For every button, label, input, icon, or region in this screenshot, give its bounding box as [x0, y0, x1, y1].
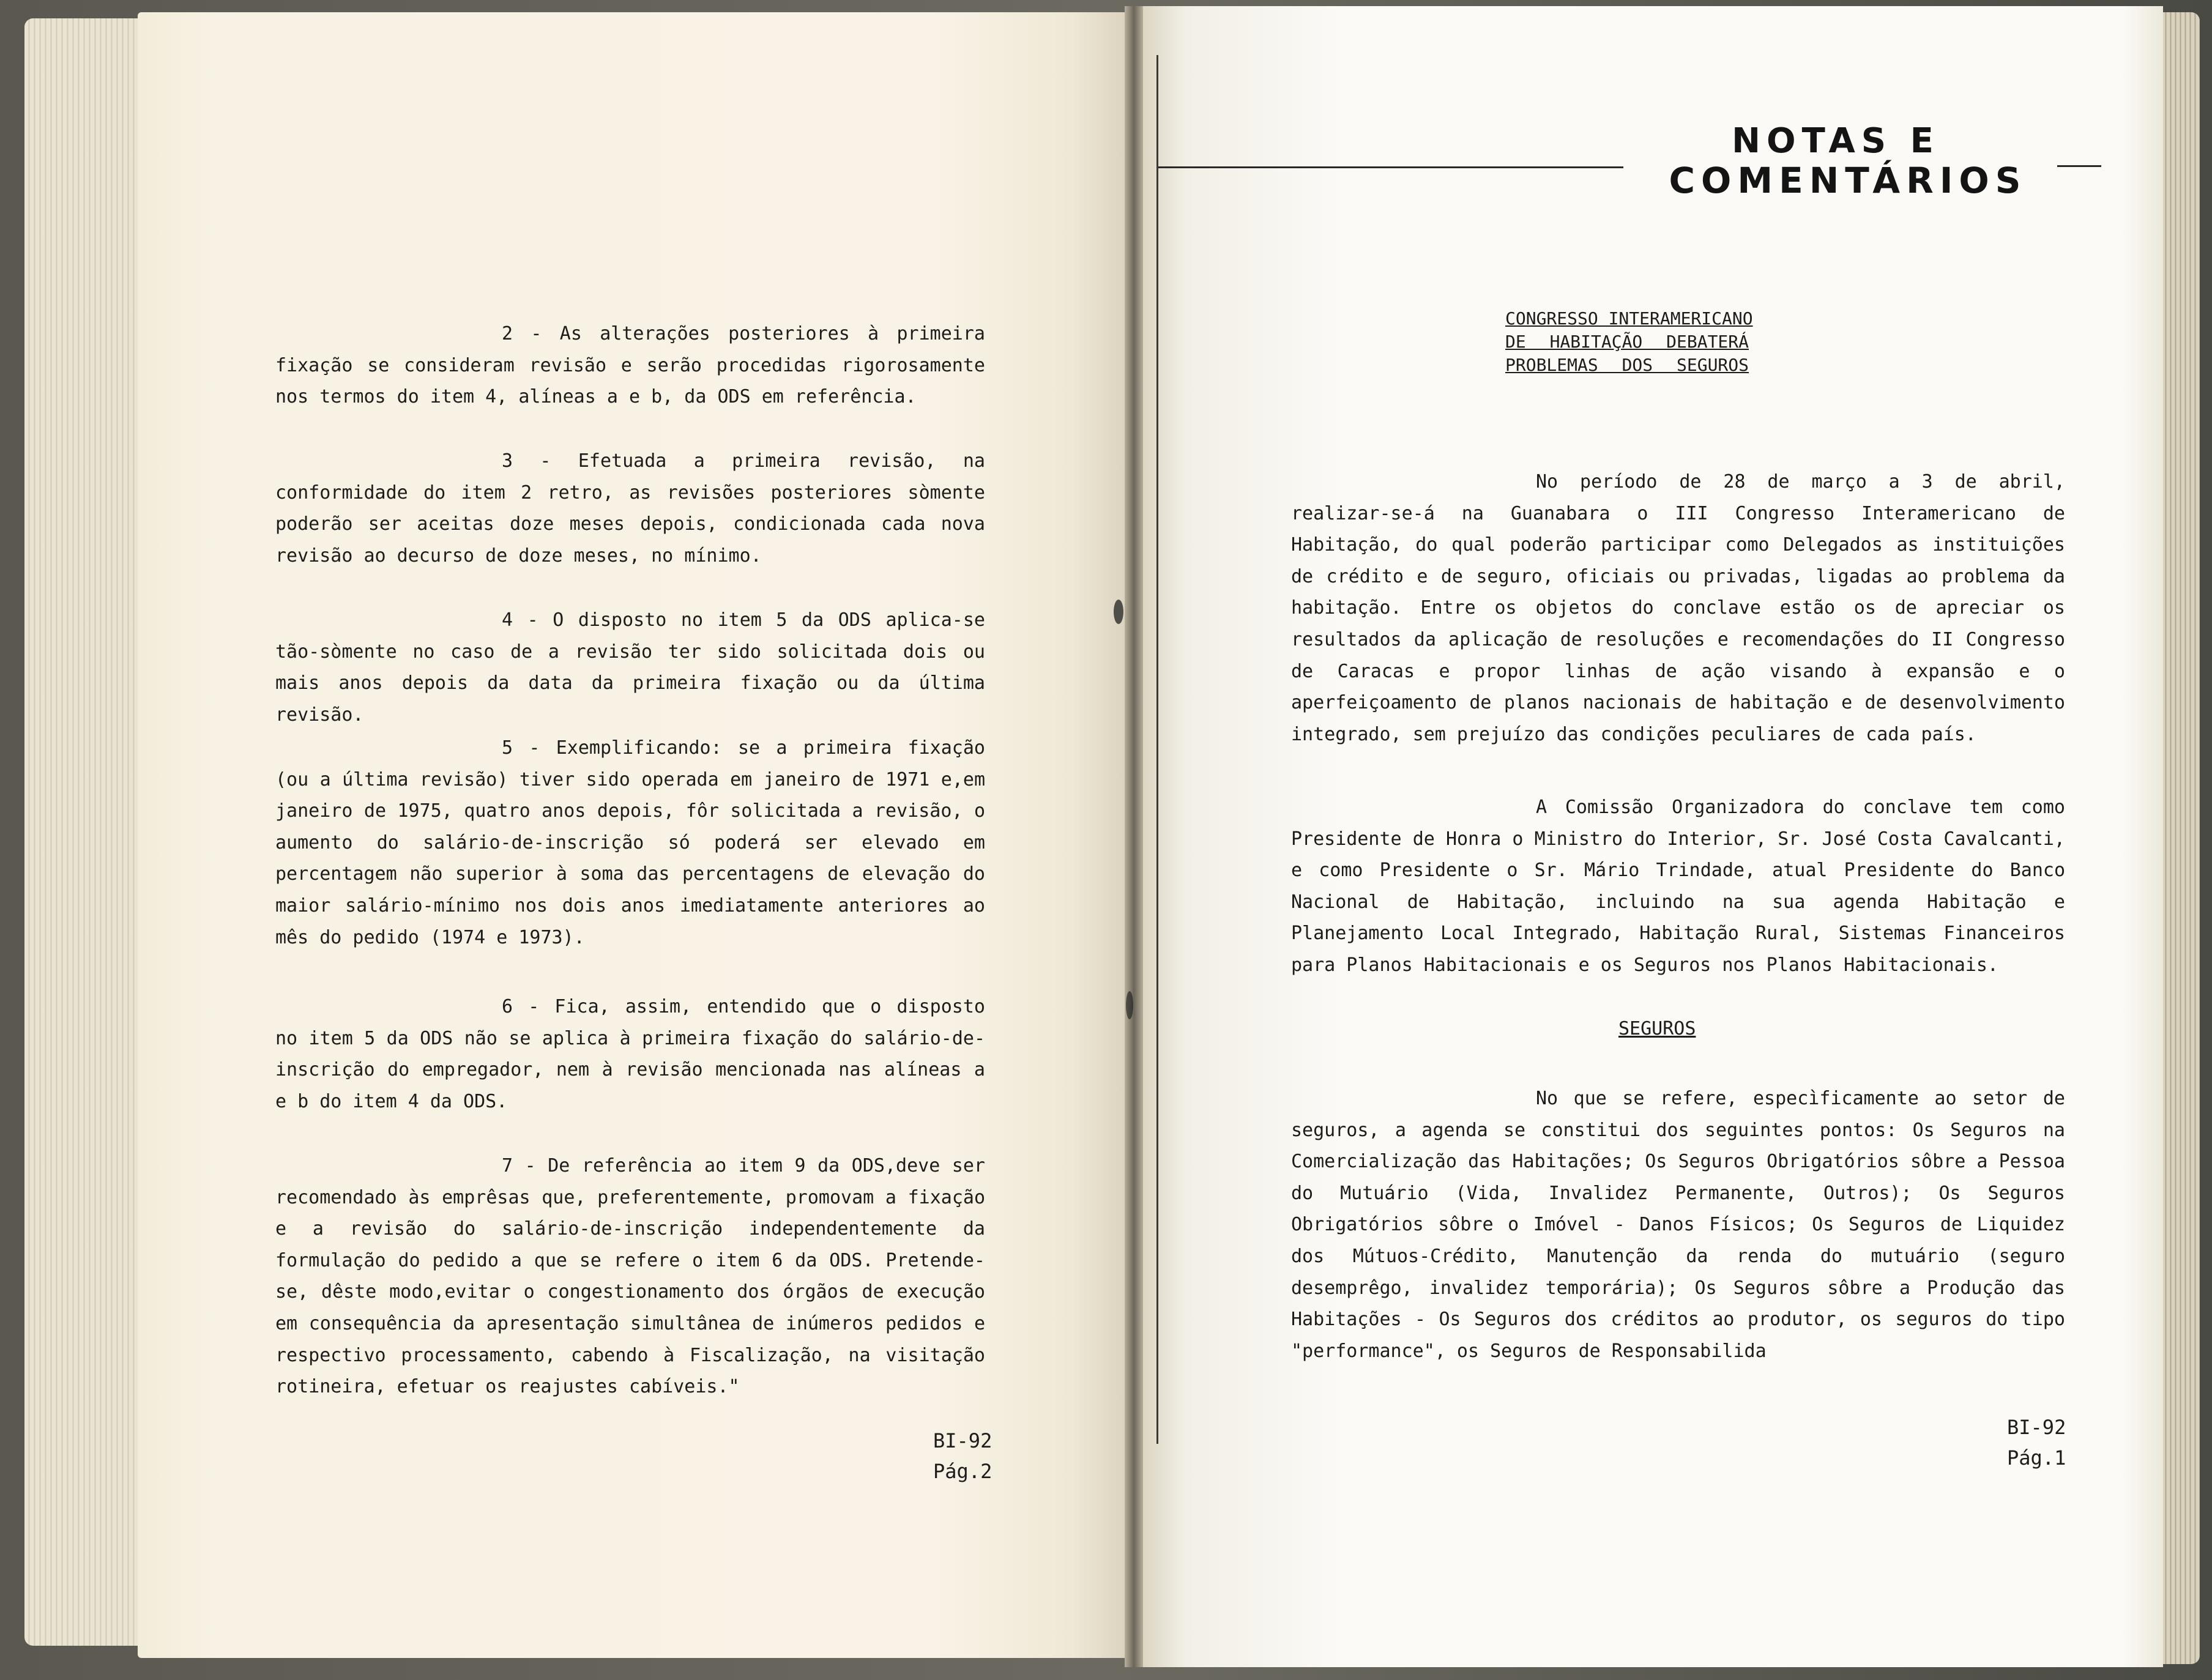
subheading-seguros: SEGUROS [1618, 1018, 1696, 1039]
headline-line-2: DE HABITAÇÃO DEBATERÁ [1505, 332, 1749, 352]
left-page-code: BI-92 [933, 1429, 992, 1452]
right-margin-rule [1156, 55, 1158, 1444]
binding-mark [1114, 600, 1123, 624]
left-paragraph-5: 5 - Exemplificando: se a primeira fixação (ou a última revisão) tiver sido operada em janeiro de 1971 e,em janeiro de 1975, quatro anos depois, fôr solicitada a revisão, o aumento do salário-de-inscrição só poderá ser elevado em percentagem não superior à soma das percentagens de elevação do maior salário-mínimo nos dois anos imediatamente anteriores ao mês do pedido (1974 e 1973). [275, 737, 985, 948]
right-page-edges [2157, 12, 2200, 1664]
left-paragraph-2: 2 - As alterações posteriores à primeira fixação se consideram revisão e serão procedidas rigorosamente nos termos do item 4, alíneas a e b, da ODS em referência. [275, 323, 985, 408]
article-headline [1505, 307, 1799, 377]
left-page-edges [24, 18, 147, 1646]
section-title-line2: COMENTÁRIOS [1669, 160, 2027, 201]
section-title-line1: NOTAS E [1732, 121, 1940, 161]
right-paragraph-2: A Comissão Organizadora do conclave tem como Presidente de Honra o Ministro do Interior, Sr. José Costa Cavalcanti, e como Presidente o Sr. Mário Trindade, atual Presidente do Banco Nacional de Habitação, incluindo na sua agenda Habitação e Planejamento Local Integrado, Habitação Rural, Sistemas Financeiros para Planos Habitacionais e os Seguros nos Planos Habitacionais. [1291, 797, 2065, 976]
right-page-number: Pág.1 [2007, 1446, 2066, 1470]
left-paragraph-7: 7 - De referência ao item 9 da ODS,deve ser recomendado às emprêsas que, preferentemente, promovam a fixação e a revisão do salário-de-inscrição independentemente da formulação do pedido a que se refere o item 6 da ODS. Pretende-se, dêste modo,evitar o congestionamento dos órgãos de execução em consequência da apresentação simultânea de inúmeros pedidos e respectivo processamento, cabendo à Fiscalização, na visitação rotineira, efetuar os reajustes cabíveis." [275, 1155, 985, 1398]
left-paragraph-6: 6 - Fica, assim, entendido que o disposto no item 5 da ODS não se aplica à primeira fixação do salário-de-inscrição do empregador, nem à revisão mencionada nas alíneas a e b do item 4 da ODS. [275, 996, 985, 1112]
title-rule-right [2057, 165, 2101, 167]
headline-line-3: PROBLEMAS DOS SEGUROS [1505, 355, 1749, 375]
left-page-number: Pág.2 [933, 1460, 992, 1483]
book-gutter [1125, 6, 1143, 1667]
right-paragraph-3: No que se refere, especìficamente ao setor de seguros, a agenda se constitui dos seguintes pontos: Os Seguros na Comercialização das Habitações; Os Seguros Obrigatórios sôbre a Pessoa do Mutuário (Vida, Invalidez Permanente, Outros); Os Seguros Obrigatórios sôbre o Imóvel - Danos Físicos; Os Seguros de Liquidez dos Mútuos-Crédito, Manutenção da renda do mutuário (seguro desemprêgo, invalidez temporária); Os Seguros sôbre a Produção das Habitações - Os Seguros dos créditos ao produtor, os seguros do tipo "performance", os Seguros de Responsabilida [1291, 1088, 2065, 1362]
left-paragraph-4: 4 - O disposto no item 5 da ODS aplica-se tão-sòmente no caso de a revisão ter sido solicitada dois ou mais anos depois da data da primeira fixação ou da última revisão. [275, 609, 985, 726]
headline-line-1: CONGRESSO INTERAMERICANO [1505, 308, 1753, 329]
right-paragraph-1: No período de 28 de março a 3 de abril, realizar-se-á na Guanabara o III Congresso Interamericano de Habitação, do qual poderão participar como Delegados as instituições de crédito e de seguro, oficiais ou privadas, ligadas ao problema da habitação. Entre os objetos do conclave estão os de apreciar os resultados da aplicação de resoluções e recomendações do II Congresso de Caracas e propor linhas de ação visando à expansão e o aperfeiçoamento de planos nacionais de habitação e de desenvolvimento integrado, sem prejuízo das condições peculiares de cada país. [1291, 471, 2065, 745]
binding-mark [1126, 991, 1133, 1019]
left-paragraph-3: 3 - Efetuada a primeira revisão, na conformidade do item 2 retro, as revisões posteriores sòmente poderão ser aceitas doze meses depois, condicionada cada nova revisão ao decurso de doze meses, no mínimo. [275, 450, 985, 567]
title-rule-left [1158, 166, 1623, 168]
right-page-code: BI-92 [2007, 1416, 2066, 1439]
